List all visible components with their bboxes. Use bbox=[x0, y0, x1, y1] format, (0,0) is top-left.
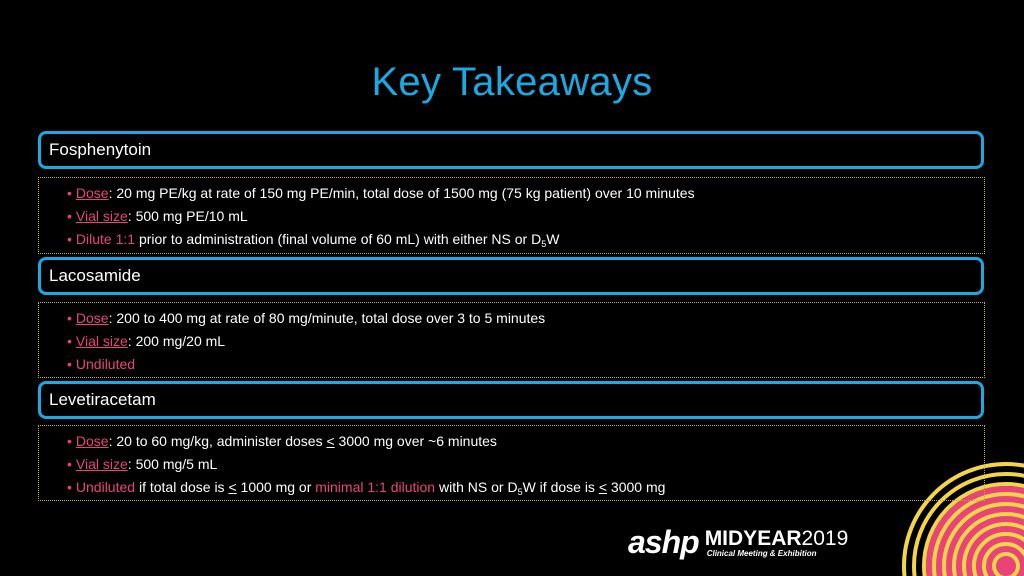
vial-size-label: Vial size bbox=[75, 208, 128, 224]
section-header-lacosamide bbox=[38, 257, 984, 295]
dilution-text: 1000 mg or bbox=[236, 479, 316, 495]
bullet-dot-icon: • bbox=[67, 479, 72, 495]
bullet-dot-icon: • bbox=[67, 333, 72, 349]
section-header-label: Fosphenytoin bbox=[49, 140, 152, 159]
bullet-dot-icon: • bbox=[67, 456, 72, 472]
dose-label: Dose bbox=[75, 433, 109, 449]
ashp-midyear-logo bbox=[628, 522, 848, 558]
logo-subtitle: Clinical Meeting & Exhibition bbox=[706, 549, 817, 558]
undiluted-label: Undiluted bbox=[75, 479, 136, 495]
logo-brand: ashp bbox=[628, 524, 699, 560]
dilution-text: prior to administration (final volume of 60 mL) with either NS or D bbox=[135, 231, 542, 247]
bullet-dose bbox=[67, 430, 984, 453]
dose-text: : 20 to 60 mg/kg, administer doses bbox=[108, 433, 327, 449]
section-body-lacosamide bbox=[38, 302, 985, 378]
dose-text-end: 3000 mg over ~6 minutes bbox=[334, 433, 497, 449]
bullet-dilution bbox=[67, 476, 984, 504]
minimal-dilution-label: minimal 1:1 dilution bbox=[315, 479, 436, 495]
bullet-dose bbox=[67, 307, 984, 330]
undiluted-label: Undiluted bbox=[75, 356, 136, 372]
vial-size-text: : 200 mg/20 mL bbox=[127, 333, 226, 349]
bullet-dot-icon: • bbox=[67, 433, 72, 449]
vial-size-label: Vial size bbox=[75, 456, 128, 472]
less-equal-symbol: < bbox=[598, 479, 608, 495]
dilution-text-end: W bbox=[546, 231, 560, 247]
dose-label: Dose bbox=[75, 310, 109, 326]
bullet-dot-icon: • bbox=[67, 310, 72, 326]
dilution-text: if total dose is bbox=[135, 479, 229, 495]
dilution-text: W if dose is bbox=[522, 479, 599, 495]
bullet-dilution bbox=[67, 228, 984, 256]
less-equal-symbol: < bbox=[326, 433, 335, 449]
bullet-dose bbox=[67, 182, 984, 205]
section-header-levetiracetam bbox=[38, 381, 984, 419]
section-header-label: Levetiracetam bbox=[49, 390, 156, 409]
section-body-fosphenytoin bbox=[38, 177, 985, 254]
vial-size-label: Vial size bbox=[75, 333, 128, 349]
bullet-dot-icon: • bbox=[67, 356, 72, 372]
dose-text: : 200 to 400 mg at rate of 80 mg/minute, total dose over 3 to 5 minutes bbox=[108, 310, 546, 326]
section-header-fosphenytoin bbox=[38, 131, 984, 169]
dilution-subscript: 5 bbox=[541, 239, 547, 249]
bullet-dot-icon: • bbox=[67, 231, 72, 247]
dose-label: Dose bbox=[75, 185, 109, 201]
bullet-undiluted bbox=[67, 353, 984, 376]
vial-size-text: : 500 mg/5 mL bbox=[127, 456, 218, 472]
less-equal-symbol: < bbox=[228, 479, 237, 495]
logo-right-block bbox=[705, 528, 849, 558]
dilution-label: Dilute 1:1 bbox=[75, 231, 136, 247]
bullet-vial-size bbox=[67, 330, 984, 353]
bullet-vial-size bbox=[67, 453, 984, 476]
dilution-text-end: 3000 mg bbox=[607, 479, 666, 495]
section-header-label: Lacosamide bbox=[49, 266, 141, 285]
section-body-levetiracetam bbox=[38, 425, 985, 501]
slide-title: Key Takeaways bbox=[371, 60, 653, 104]
bullet-dot-icon: • bbox=[67, 208, 72, 224]
dose-text: : 20 mg PE/kg at rate of 150 mg PE/min, total dose of 1500 mg (75 kg patient) over 10 minutes bbox=[108, 185, 695, 201]
bullet-vial-size bbox=[67, 205, 984, 228]
bullet-dot-icon: • bbox=[67, 185, 72, 201]
logo-midyear: MIDYEAR bbox=[704, 527, 802, 550]
dilution-text: with NS or D bbox=[435, 479, 518, 495]
logo-year: 2019 bbox=[801, 527, 849, 550]
dilution-subscript: 5 bbox=[517, 487, 523, 497]
vial-size-text: : 500 mg PE/10 mL bbox=[127, 208, 248, 224]
logo-event bbox=[705, 528, 849, 549]
